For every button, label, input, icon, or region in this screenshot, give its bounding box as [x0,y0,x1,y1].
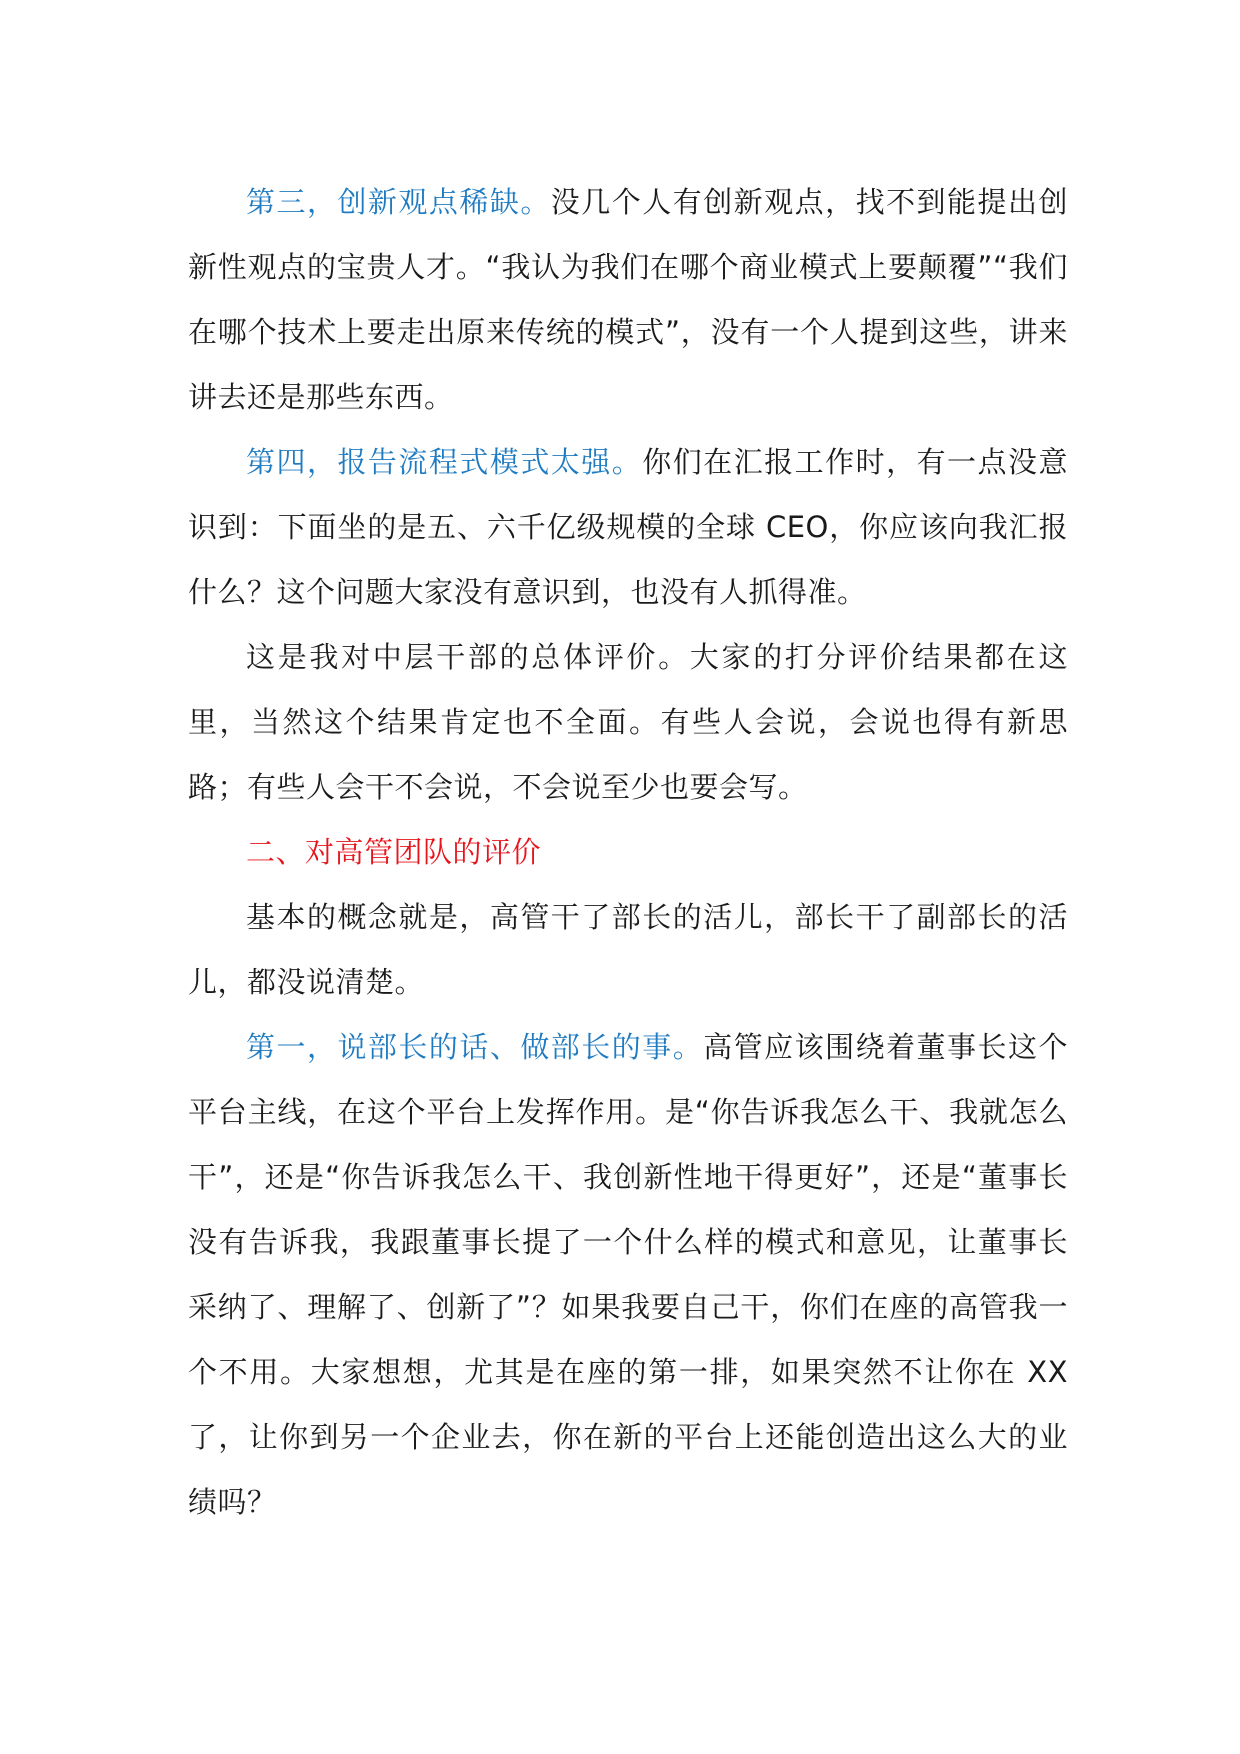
paragraph-report-process [188,430,1068,625]
paragraph-evaluation-summary [188,625,1068,820]
paragraph-lead: 第四，报告流程式模式太强。 [246,445,643,479]
paragraph-basic-concept [188,885,1068,1015]
paragraph-body: 基本的概念就是，高管干了部长的活儿，部长干了副部长的活儿，都没说清楚。 [188,900,1068,999]
paragraph-body: 没几个人有创新观点，找不到能提出创新性观点的宝贵人才。“我认为我们在哪个商业模式上要颠覆”“我们在哪个技术上要走出原来传统的模式”，没有一个人提到这些，讲来讲去还是那些东西。 [188,185,1068,414]
paragraph-minister-role [188,1015,1068,1535]
paragraph-body: 你们在汇报工作时，有一点没意识到：下面坐的是五、六千亿级规模的全球 CEO，你应该向我汇报什么？这个问题大家没有意识到，也没有人抓得准。 [188,445,1068,609]
paragraph-lead: 第一，说部长的话、做部长的事。 [246,1030,704,1064]
paragraph-body: 这是我对中层干部的总体评价。大家的打分评价结果都在这里，当然这个结果肯定也不全面。有些人会说，会说也得有新思路；有些人会干不会说，不会说至少也要会写。 [188,640,1068,804]
paragraph-body: 高管应该围绕着董事长这个平台主线，在这个平台上发挥作用。是“你告诉我怎么干、我就怎么干”，还是“你告诉我怎么干、我创新性地干得更好”，还是“董事长没有告诉我，我跟董事长提了一个什么样的模式和意见，让董事长采纳了、理解了、创新了”？如果我要自己干，你们在座的高管我一个不用。大家想想，尤其是在座的第一排，如果突然不让你在 XX 了，让你到另一个企业去，你在新的平台上还能创造出这么大的业绩吗？ [188,1030,1068,1519]
document-page [188,170,1068,1535]
paragraph-lead: 第三，创新观点稀缺。 [246,185,551,219]
paragraph-innovation [188,170,1068,430]
section-heading: 二、对高管团队的评价 [246,835,542,869]
